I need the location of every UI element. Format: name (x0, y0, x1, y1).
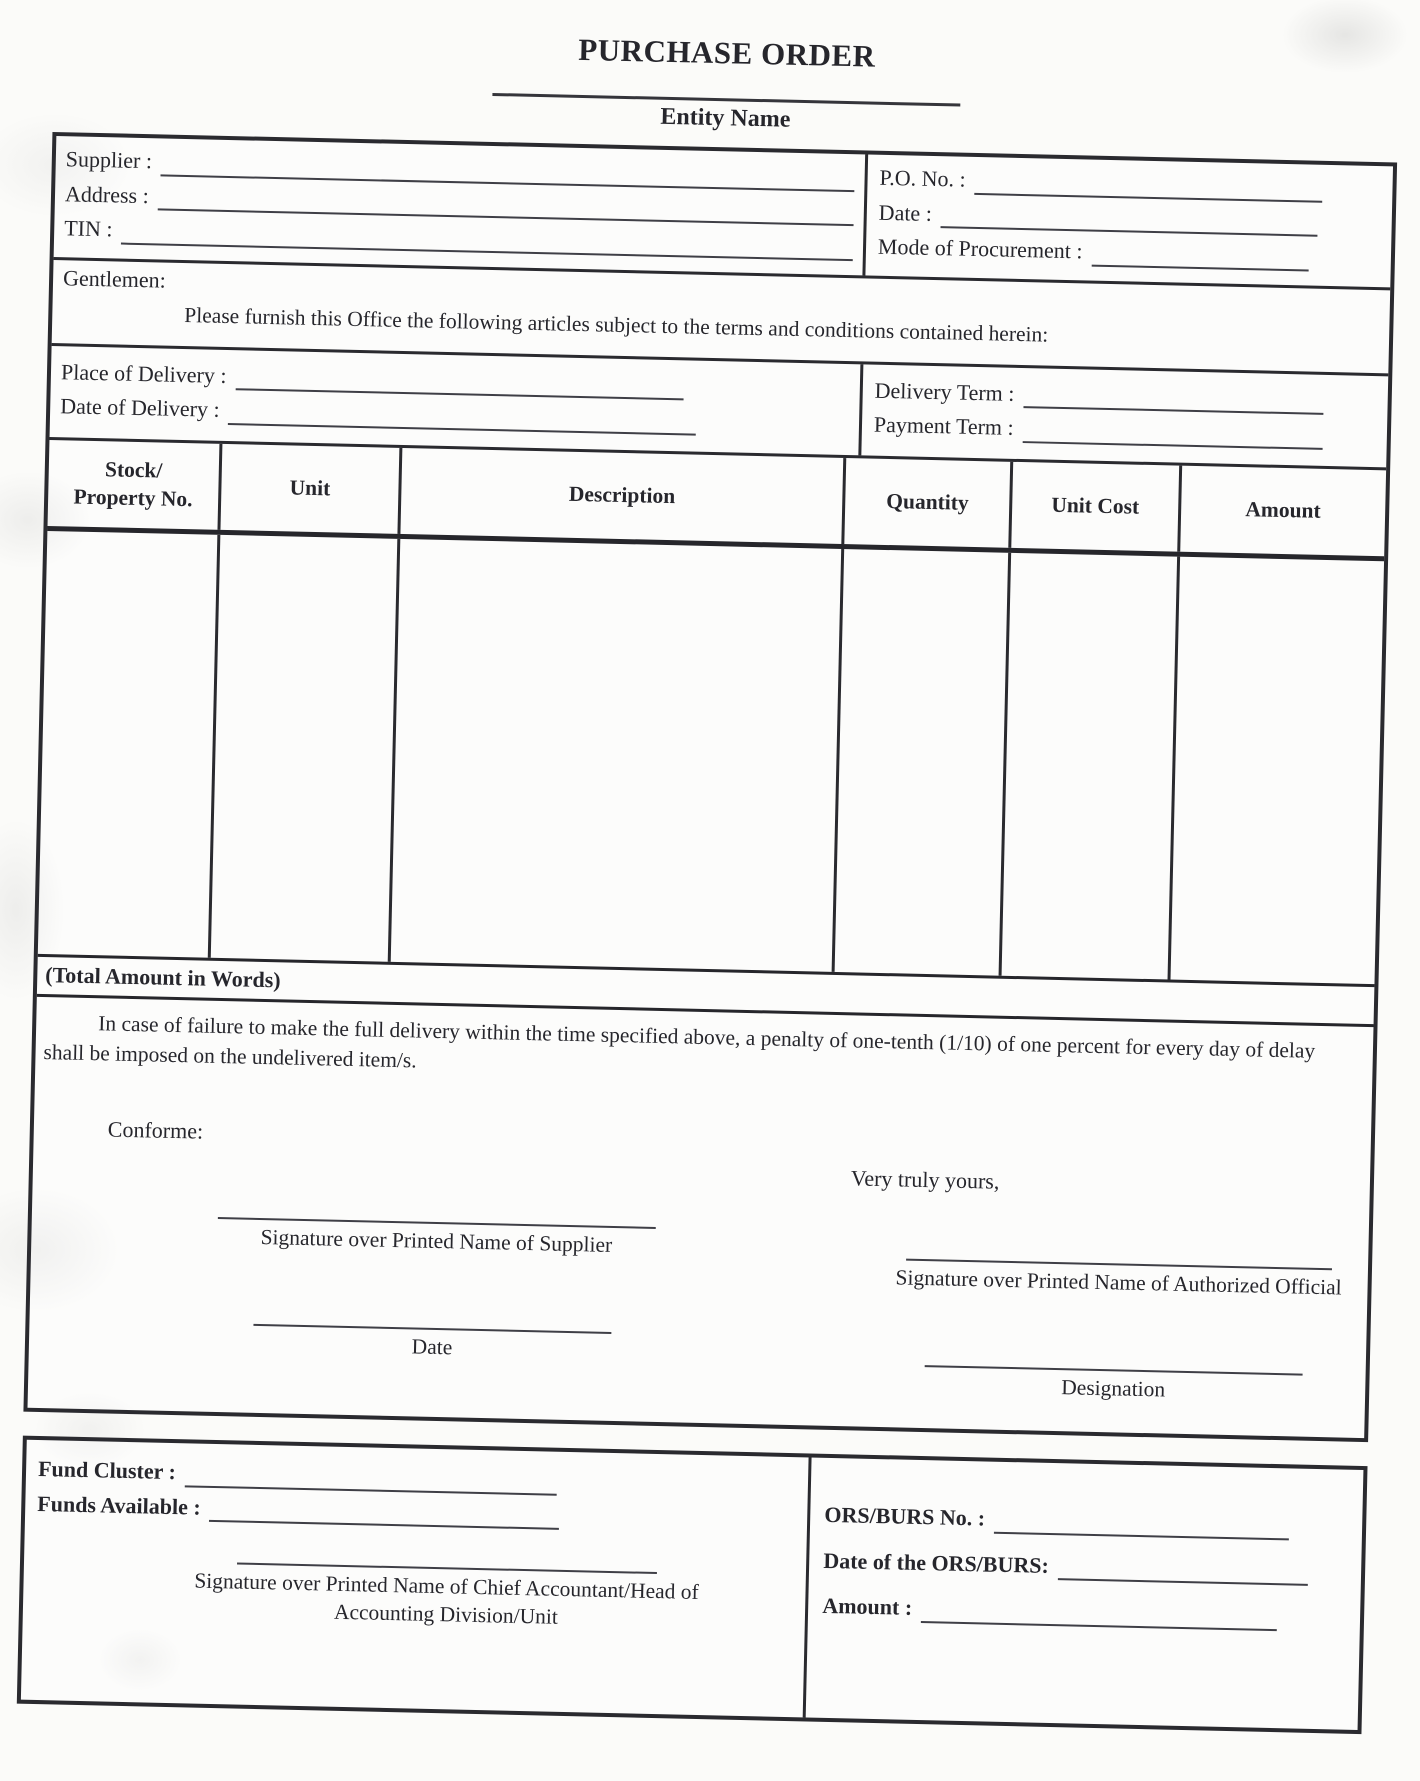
designation-block (912, 1365, 1315, 1408)
supplier-block (54, 136, 865, 275)
delivery-term-row (874, 376, 1376, 416)
entity-name-label: Entity Name (660, 103, 791, 133)
amount-fill-line (921, 1602, 1277, 1631)
penalty-clause: In case of failure to make the full delivery within the time specified above, a penalty of one-tenth (1/10) of one percent for every day of delay shall be imposed on the undelivered item/s. (43, 1011, 1316, 1073)
col-header-stock-property-no: Stock/ Property No. (73, 457, 193, 512)
delivery-term-label: Delivery Term : (874, 377, 1015, 406)
date-of-delivery-label: Date of Delivery : (59, 393, 220, 423)
tin-fill-line (121, 223, 853, 260)
address-label: Address : (64, 180, 150, 208)
payment-term-fill-line (1022, 422, 1323, 450)
amount-label: Amount : (822, 1592, 913, 1621)
accountant-signature-block (163, 1561, 730, 1636)
ors-burs-no-label: ORS/BURS No. : (824, 1501, 986, 1531)
po-date-label: Date : (878, 199, 933, 226)
col-header-amount: Amount (1177, 466, 1386, 557)
terms-and-signatures-section (28, 994, 1374, 1438)
funding-section (17, 1436, 1368, 1734)
order-form-box (23, 132, 1397, 1442)
supplier-signature-caption: Signature over Printed Name of Supplier (260, 1224, 613, 1257)
closing-label: Very truly yours, (850, 1165, 1000, 1194)
official-signature-block (864, 1258, 1373, 1303)
page-title: PURCHASE ORDER (577, 31, 876, 74)
amount-row (822, 1592, 1342, 1632)
ors-burs-date-label: Date of the ORS/BURS: (823, 1547, 1050, 1578)
fund-cluster-label: Fund Cluster : (37, 1455, 177, 1485)
supplier-signature-block (217, 1217, 656, 1261)
supplier-label: Supplier : (65, 146, 153, 174)
purchase-order-form (17, 20, 1400, 1734)
po-block (862, 154, 1393, 287)
total-amount-in-words-label: (Total Amount in Words) (45, 962, 281, 993)
gentlemen-label: Gentlemen: (62, 265, 167, 293)
supplier-date-caption: Date (411, 1334, 453, 1360)
fund-cluster-fill-line (184, 1466, 556, 1495)
quantity-column (832, 549, 1009, 976)
stock-property-no-column (38, 531, 217, 958)
ors-burs-date-row (823, 1546, 1343, 1586)
supplier-date-block (253, 1324, 612, 1366)
po-date-fill-line (941, 207, 1318, 236)
col-header-description: Description (398, 448, 844, 544)
col-header-unit: Unit (217, 444, 399, 534)
procurement-mode-row (878, 233, 1380, 273)
unit-cost-column (999, 553, 1177, 980)
amount-column (1167, 557, 1384, 985)
ors-burs-no-fill-line (994, 1512, 1290, 1540)
place-of-delivery-fill-line (235, 370, 683, 401)
items-table-body (38, 531, 1384, 984)
request-text: Please furnish this Office the following articles subject to the terms and conditions contained herein: (184, 302, 1049, 347)
col-header-quantity: Quantity (841, 458, 1010, 548)
payment-term-row (874, 411, 1376, 451)
accountant-signature-caption: Signature over Printed Name of Chief Accountant/Head of Accounting Division/Unit (194, 1568, 700, 1629)
ors-burs-block (803, 1457, 1364, 1730)
payment-term-label: Payment Term : (873, 412, 1014, 441)
official-signature-caption: Signature over Printed Name of Authorized Official (895, 1265, 1342, 1300)
procurement-mode-fill-line (1091, 245, 1309, 271)
delivery-place-block (50, 346, 861, 456)
tin-label: TIN : (64, 215, 113, 242)
col-header-unit-cost: Unit Cost (1009, 462, 1179, 552)
fund-cluster-block (21, 1440, 809, 1718)
delivery-term-fill-line (1023, 388, 1324, 416)
funds-available-label: Funds Available : (37, 1490, 202, 1520)
description-column (388, 539, 841, 972)
designation-caption: Designation (1061, 1375, 1166, 1402)
delivery-terms-block (858, 364, 1388, 467)
place-of-delivery-label: Place of Delivery : (60, 359, 227, 388)
conforme-label: Conforme: (107, 1116, 204, 1144)
date-of-delivery-fill-line (228, 404, 696, 436)
po-no-row (879, 164, 1381, 204)
po-no-fill-line (974, 174, 1322, 203)
po-no-label: P.O. No. : (879, 164, 966, 192)
procurement-mode-label: Mode of Procurement : (877, 233, 1083, 264)
ors-burs-date-fill-line (1057, 1559, 1308, 1586)
po-date-row (878, 198, 1380, 238)
ors-burs-no-row (824, 1501, 1344, 1541)
unit-column (208, 535, 398, 962)
funds-available-fill-line (209, 1501, 559, 1530)
